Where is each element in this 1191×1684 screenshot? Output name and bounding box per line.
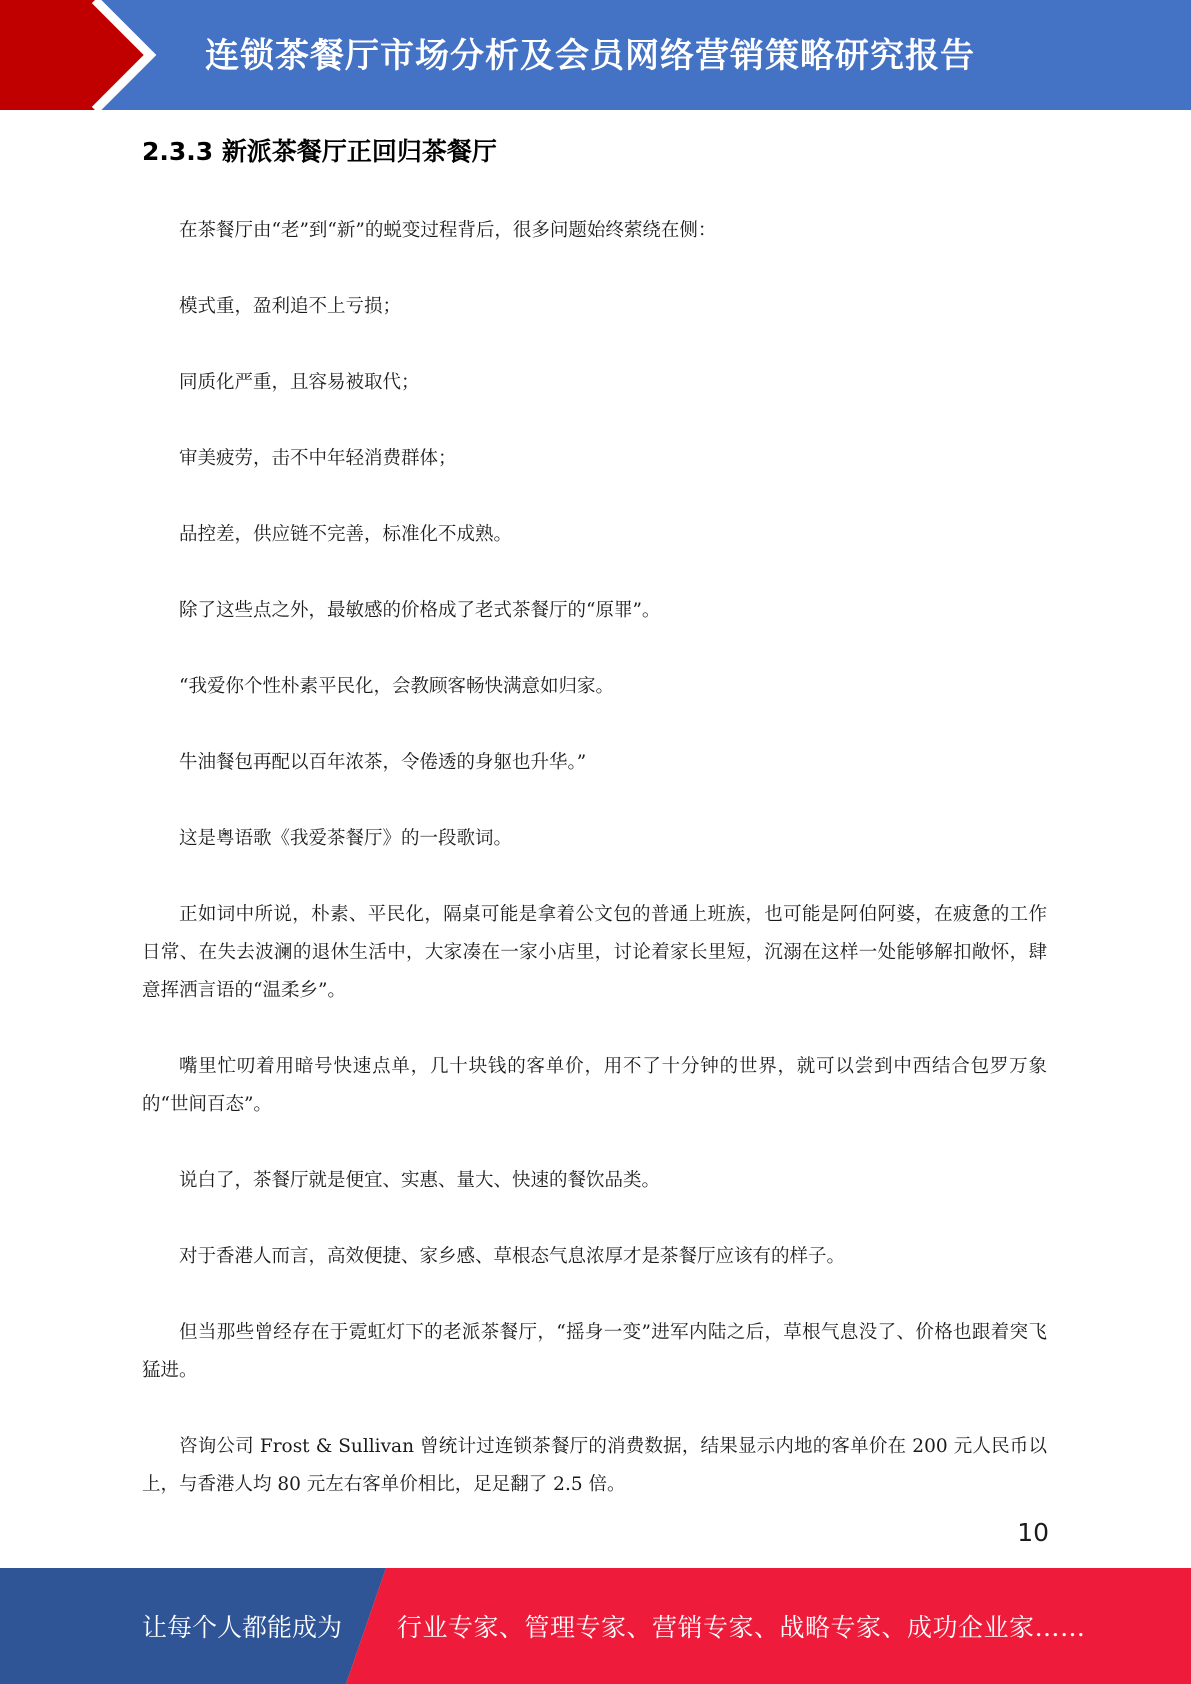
page-header bbox=[0, 0, 1191, 110]
paragraph: 模式重，盈利追不上亏损； bbox=[179, 296, 402, 317]
header-red-arrow bbox=[0, 0, 150, 110]
page-footer bbox=[0, 1568, 1191, 1684]
page-number: 10 bbox=[1017, 1518, 1049, 1547]
paragraph: 咨询公司 Frost & Sullivan 曾统计过连锁茶餐厅的消费数据，结果显示内地的客单价在 200 元人民币以上，与香港人均 80 元左右客单价相比，足足翻了 2.5 倍。 bbox=[142, 1436, 1047, 1495]
paragraph: 在茶餐厅由“老”到“新”的蜕变过程背后，很多问题始终萦绕在侧： bbox=[179, 220, 717, 241]
report-title: 连锁茶餐厅市场分析及会员网络营销策略研究报告 bbox=[205, 36, 975, 76]
paragraph: 品控差，供应链不完善，标准化不成熟。 bbox=[179, 524, 513, 545]
paragraph: 正如词中所说，朴素、平民化，隔桌可能是拿着公文包的普通上班族，也可能是阿伯阿婆，在疲惫的工作日常、在失去波澜的退休生活中，大家凑在一家小店里，讨论着家长里短，沉溺在这样一处能够解扣敞怀，肆意挥洒言语的“温柔乡”。 bbox=[142, 904, 1047, 1001]
paragraph: “我爱你个性朴素平民化，会教顾客畅快满意如归家。 bbox=[179, 676, 614, 697]
footer-lead-text: 让每个人都能成为 bbox=[142, 1613, 343, 1642]
paragraph: 说白了，茶餐厅就是便宜、实惠、量大、快速的餐饮品类。 bbox=[179, 1170, 661, 1191]
header-arrow-decoration bbox=[0, 0, 200, 110]
body-text bbox=[142, 212, 1047, 1542]
footer-tagline: 行业专家、管理专家、营销专家、战略专家、成功企业家…… bbox=[397, 1613, 1086, 1642]
paragraph: 这是粤语歌《我爱茶餐厅》的一段歌词。 bbox=[179, 828, 513, 849]
paragraph: 除了这些点之外，最敏感的价格成了老式茶餐厅的“原罪”。 bbox=[179, 600, 661, 621]
paragraph: 牛油餐包再配以百年浓茶，令倦透的身躯也升华。” bbox=[179, 752, 587, 773]
paragraph: 审美疲劳，击不中年轻消费群体； bbox=[179, 448, 457, 469]
section-heading: 2.3.3 新派茶餐厅正回归茶餐厅 bbox=[142, 137, 497, 166]
paragraph: 但当那些曾经存在于霓虹灯下的老派茶餐厅，“摇身一变”进军内陆之后，草根气息没了、价格也跟着突飞猛进。 bbox=[142, 1322, 1047, 1381]
paragraph: 嘴里忙叨着用暗号快速点单，几十块钱的客单价，用不了十分钟的世界，就可以尝到中西结合包罗万象的“世间百态”。 bbox=[142, 1056, 1047, 1115]
paragraph: 对于香港人而言，高效便捷、家乡感、草根态气息浓厚才是茶餐厅应该有的样子。 bbox=[179, 1246, 846, 1267]
paragraph: 同质化严重，且容易被取代； bbox=[179, 372, 420, 393]
